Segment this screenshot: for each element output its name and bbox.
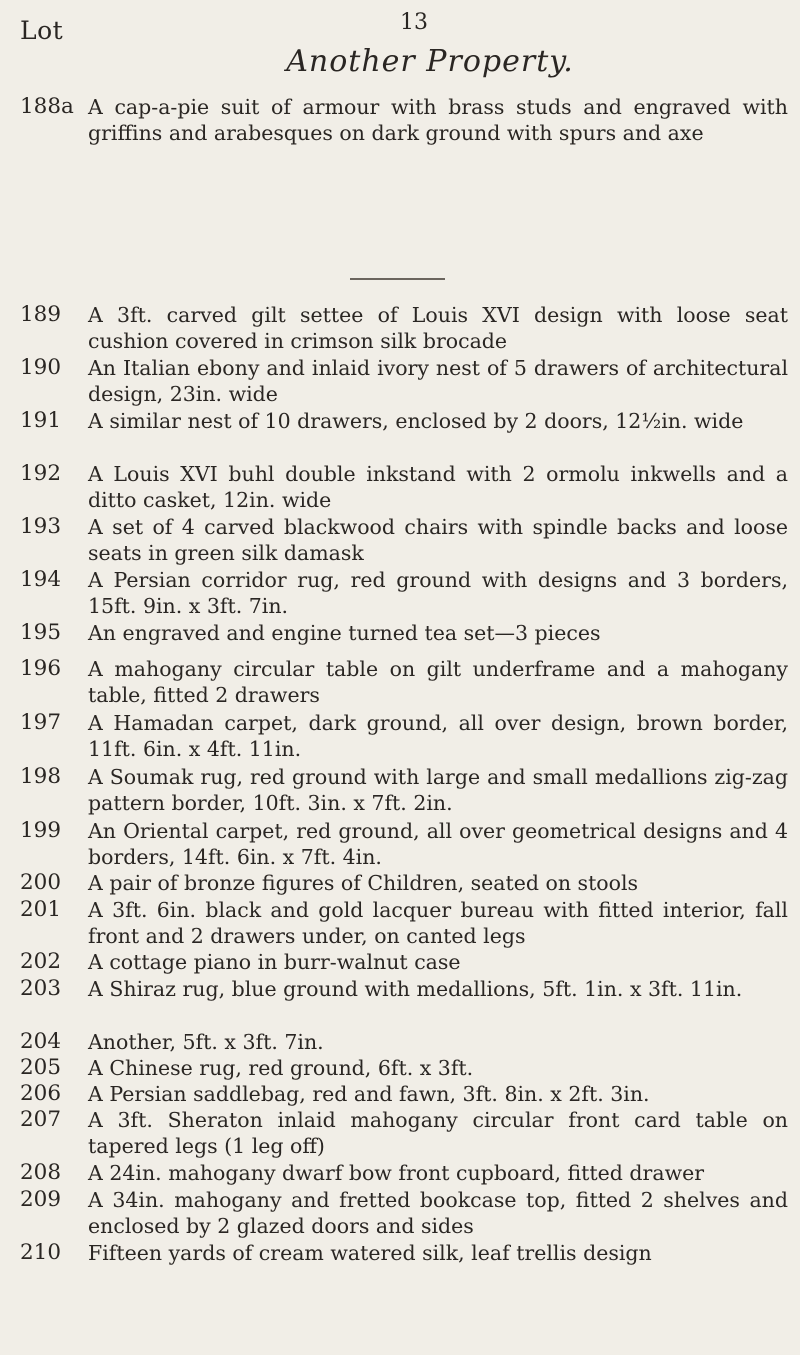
lot-number: 196 xyxy=(20,656,62,681)
lot-number: 197 xyxy=(20,710,62,735)
lot-entry xyxy=(20,1081,788,1107)
lot-number: 188a xyxy=(20,94,74,119)
lot-entry xyxy=(20,1107,788,1159)
lot-entry xyxy=(20,1029,788,1055)
lot-description: A 24in. mahogany dwarf bow front cupboard, fitted drawer xyxy=(88,1161,705,1185)
lot-number: 191 xyxy=(20,408,62,433)
lot-entry xyxy=(20,1055,788,1081)
lot-number: 208 xyxy=(20,1160,62,1185)
lot-description: A similar nest of 10 drawers, enclosed by 2 doors, 12½in. wide xyxy=(88,409,744,433)
lot-entry xyxy=(20,870,788,896)
lot-description: An Italian ebony and inlaid ivory nest of 5 drawers of architectural design, 23in. wide xyxy=(88,356,788,406)
lot-number: 202 xyxy=(20,949,62,974)
lot-entry xyxy=(20,567,788,619)
lot-entry xyxy=(20,408,788,434)
lot-entry xyxy=(20,302,788,354)
lot-description: A mahogany circular table on gilt underframe and a mahogany table, fitted 2 drawers xyxy=(88,657,788,707)
lot-description: Another, 5ft. x 3ft. 7in. xyxy=(88,1030,324,1054)
lot-column-header: Lot xyxy=(20,16,64,45)
lot-description: A Louis XVI buhl double inkstand with 2 ormolu inkwells and a ditto casket, 12in. wide xyxy=(88,462,788,512)
lot-entry xyxy=(20,1160,788,1186)
lot-entry xyxy=(20,620,788,646)
lot-description: A set of 4 carved blackwood chairs with spindle backs and loose seats in green silk damask xyxy=(88,515,788,565)
lot-entry xyxy=(20,514,788,566)
page-number: 13 xyxy=(400,10,428,35)
lot-number: 195 xyxy=(20,620,62,645)
lot-entry xyxy=(20,818,788,870)
lot-number: 193 xyxy=(20,514,62,539)
lot-description: Fifteen yards of cream watered silk, leaf trellis design xyxy=(88,1241,652,1265)
lot-description: A Persian saddlebag, red and fawn, 3ft. 8in. x 2ft. 3in. xyxy=(88,1082,650,1106)
lot-description: A Chinese rug, red ground, 6ft. x 3ft. xyxy=(88,1056,474,1080)
lot-entry xyxy=(20,461,788,513)
lot-number: 198 xyxy=(20,764,62,789)
lot-entry xyxy=(20,949,788,975)
lot-number: 205 xyxy=(20,1055,62,1080)
lot-description: A pair of bronze figures of Children, seated on stools xyxy=(88,871,639,895)
lot-number: 194 xyxy=(20,567,62,592)
lot-number: 203 xyxy=(20,976,62,1001)
lot-number: 190 xyxy=(20,355,62,380)
lot-entry xyxy=(20,764,788,816)
lot-description: A 3ft. carved gilt settee of Louis XVI design with loose seat cushion covered in crimson silk brocade xyxy=(88,303,788,353)
lot-number: 189 xyxy=(20,302,62,327)
lot-entry xyxy=(20,355,788,407)
lot-number: 206 xyxy=(20,1081,62,1106)
lot-number: 204 xyxy=(20,1029,62,1054)
lot-description: A 34in. mahogany and fretted bookcase top, fitted 2 shelves and enclosed by 2 glazed doors and sides xyxy=(88,1188,788,1238)
lot-entry xyxy=(20,710,788,762)
lot-description: A cottage piano in burr-walnut case xyxy=(88,950,461,974)
lot-entry xyxy=(20,1240,788,1266)
lot-description: A Persian corridor rug, red ground with designs and 3 borders, 15ft. 9in. x 3ft. 7in. xyxy=(88,568,788,618)
section-title: Another Property. xyxy=(286,44,574,79)
lot-description: A 3ft. Sheraton inlaid mahogany circular front card table on tapered legs (1 leg off) xyxy=(88,1108,788,1158)
lot-entry xyxy=(20,1187,788,1239)
lot-description: An engraved and engine turned tea set—3 pieces xyxy=(88,621,601,645)
lot-entry xyxy=(20,94,788,146)
lot-entry xyxy=(20,656,788,708)
lot-number: 210 xyxy=(20,1240,62,1265)
lot-description: An Oriental carpet, red ground, all over geometrical designs and 4 borders, 14ft. 6in. x 7ft. 4in. xyxy=(88,819,788,869)
lot-number: 199 xyxy=(20,818,62,843)
lot-number: 201 xyxy=(20,897,62,922)
lot-description: A Soumak rug, red ground with large and small medallions zig-zag pattern border, 10ft. 3in. x 7ft. 2in. xyxy=(88,765,788,815)
lot-number: 207 xyxy=(20,1107,62,1132)
lot-description: A cap-a-pie suit of armour with brass studs and engraved with griffins and arabesques on dark ground with spurs and axe xyxy=(88,95,788,145)
lot-number: 209 xyxy=(20,1187,62,1212)
lot-number: 192 xyxy=(20,461,62,486)
lot-description: A 3ft. 6in. black and gold lacquer bureau with fitted interior, fall front and 2 drawers under, on canted legs xyxy=(88,898,788,948)
lot-description: A Shiraz rug, blue ground with medallions, 5ft. 1in. x 3ft. 11in. xyxy=(88,977,743,1001)
lot-description: A Hamadan carpet, dark ground, all over design, brown border, 11ft. 6in. x 4ft. 11in. xyxy=(88,711,788,761)
lot-entry xyxy=(20,897,788,949)
section-divider xyxy=(350,278,445,280)
lot-number: 200 xyxy=(20,870,62,895)
lot-entry xyxy=(20,976,788,1002)
